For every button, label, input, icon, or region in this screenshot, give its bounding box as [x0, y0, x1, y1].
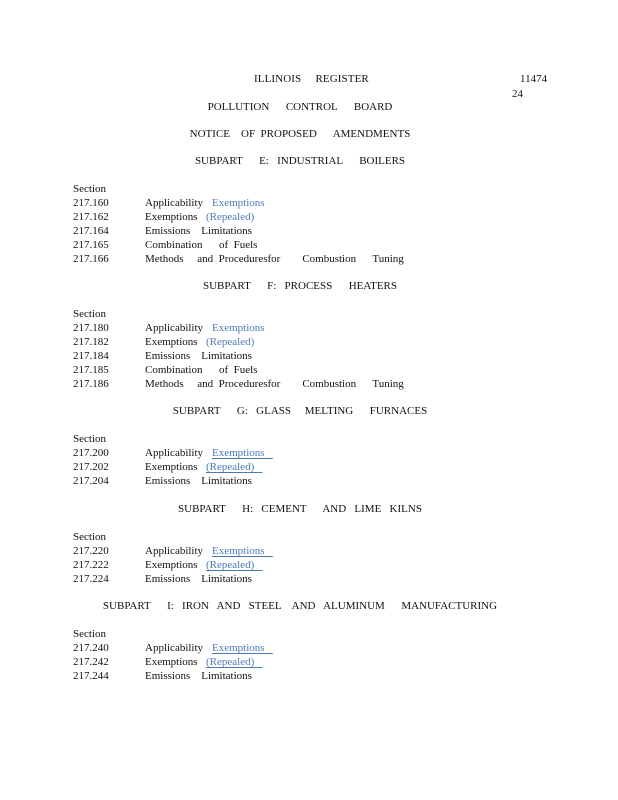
- section-title: Applicability: [145, 447, 204, 459]
- inserted-text: Exemptions: [212, 447, 273, 459]
- section-label: Section: [73, 183, 106, 195]
- section-title: Emissions Limitations: [145, 475, 252, 487]
- page-subnumber: 24: [512, 88, 523, 100]
- section-title: Emissions Limitations: [145, 573, 252, 585]
- subpart-heading: SUBPART H: CEMENT AND LIME KILNS: [178, 503, 422, 515]
- inserted-text: Exemptions: [212, 322, 265, 334]
- inserted-text: Exemptions: [212, 642, 273, 654]
- section-title: Methods and Proceduresfor Combustion Tuning: [145, 378, 404, 390]
- subpart-heading: SUBPART I: IRON AND STEEL AND ALUMINUM MANUFACTURING: [102, 600, 498, 612]
- section-number: 217.160: [73, 197, 109, 209]
- section-number: 217.164: [73, 225, 109, 237]
- section-number: 217.222: [73, 559, 109, 571]
- section-number: 217.166: [73, 253, 109, 265]
- section-number: 217.202: [73, 461, 109, 473]
- section-title: Exemptions: [145, 559, 198, 571]
- section-title: Exemptions: [145, 336, 198, 348]
- subpart-heading: SUBPART E: INDUSTRIAL BOILERS: [194, 155, 406, 167]
- section-label: Section: [73, 628, 106, 640]
- section-title: Emissions Limitations: [145, 225, 252, 237]
- subpart-heading: SUBPART F: PROCESS HEATERS: [202, 280, 398, 292]
- section-title: Applicability: [145, 545, 204, 557]
- section-title: Exemptions: [145, 211, 198, 223]
- register-title: ILLINOIS REGISTER: [254, 73, 369, 85]
- page-number: 11474: [520, 73, 548, 85]
- section-number: 217.184: [73, 350, 109, 362]
- section-label: Section: [73, 308, 106, 320]
- section-title: Exemptions: [145, 656, 198, 668]
- section-title: Applicability: [145, 322, 204, 334]
- section-title: Emissions Limitations: [145, 350, 252, 362]
- inserted-text: (Repealed): [206, 211, 255, 223]
- section-number: 217.244: [73, 670, 109, 682]
- inserted-text: (Repealed): [206, 559, 263, 571]
- section-number: 217.162: [73, 211, 109, 223]
- section-number: 217.200: [73, 447, 109, 459]
- section-title: Methods and Proceduresfor Combustion Tuning: [145, 253, 404, 265]
- section-title: Applicability: [145, 642, 204, 654]
- section-number: 217.165: [73, 239, 109, 251]
- inserted-text: Exemptions: [212, 545, 273, 557]
- section-label: Section: [73, 531, 106, 543]
- section-title: Applicability: [145, 197, 204, 209]
- section-title: Emissions Limitations: [145, 670, 252, 682]
- inserted-text: (Repealed): [206, 336, 255, 348]
- notice-title: NOTICE OF PROPOSED AMENDMENTS: [189, 128, 411, 140]
- section-number: 217.242: [73, 656, 109, 668]
- board-name: POLLUTION CONTROL BOARD: [207, 101, 393, 113]
- section-title: Combination of Fuels: [145, 364, 258, 376]
- section-number: 217.240: [73, 642, 109, 654]
- section-number: 217.204: [73, 475, 109, 487]
- section-number: 217.224: [73, 573, 109, 585]
- section-number: 217.185: [73, 364, 109, 376]
- section-number: 217.220: [73, 545, 109, 557]
- section-number: 217.182: [73, 336, 109, 348]
- inserted-text: (Repealed): [206, 656, 263, 668]
- section-title: Combination of Fuels: [145, 239, 258, 251]
- section-number: 217.180: [73, 322, 109, 334]
- section-title: Exemptions: [145, 461, 198, 473]
- section-label: Section: [73, 433, 106, 445]
- inserted-text: (Repealed): [206, 461, 263, 473]
- section-number: 217.186: [73, 378, 109, 390]
- subpart-heading: SUBPART G: GLASS MELTING FURNACES: [172, 405, 428, 417]
- inserted-text: Exemptions: [212, 197, 265, 209]
